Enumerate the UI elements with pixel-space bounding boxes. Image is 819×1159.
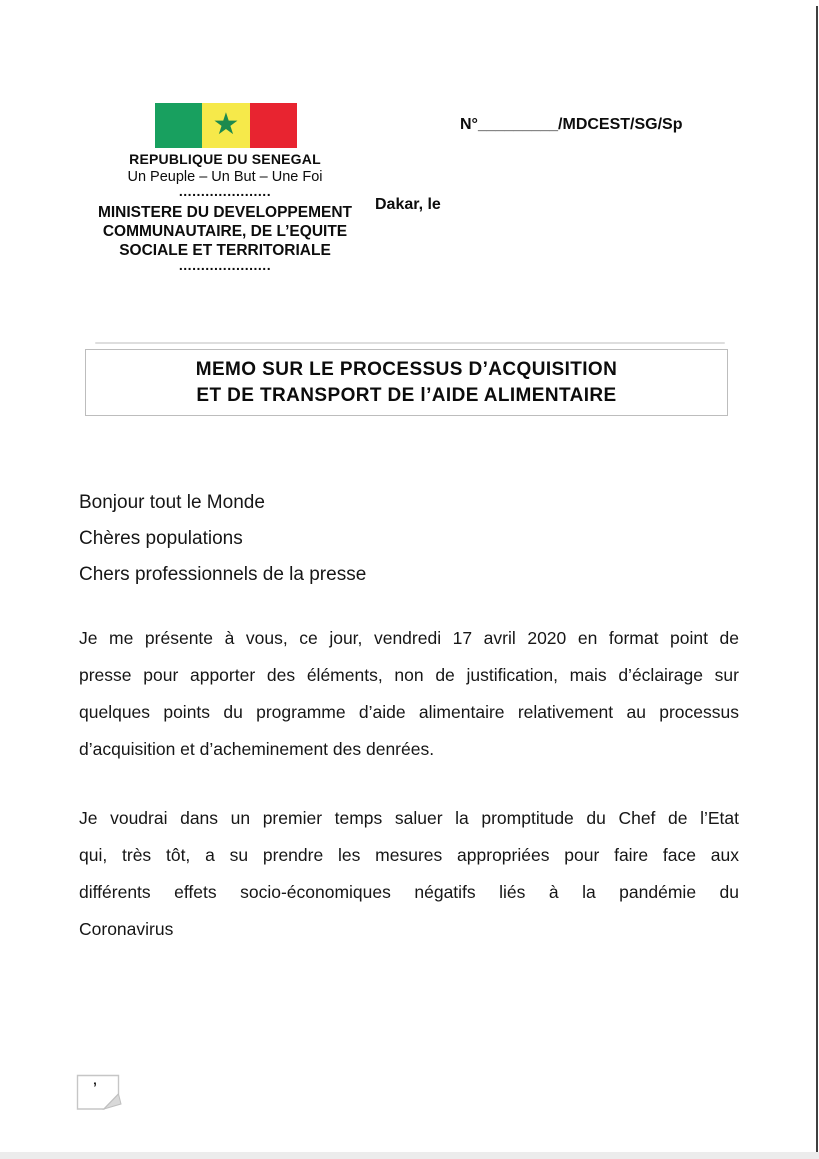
paragraph-line: Je voudrai dans un premier temps saluer la promptitude du Chef de l’Etat	[79, 808, 739, 828]
paragraph-line: presse pour apporter des éléments, non de justification, mais d’éclairage sur	[79, 665, 739, 685]
ministry-name-line3: SOCIALE ET TERRITORIALE	[119, 242, 331, 259]
paragraph-line: qui, très tôt, a su prendre les mesures appropriées pour faire face aux	[79, 845, 739, 865]
paragraph-line: quelques points du programme d’aide alimentaire relativement au processus	[79, 702, 739, 722]
greeting-line: Bonjour tout le Monde	[79, 492, 265, 513]
paragraph-line: Je me présente à vous, ce jour, vendredi 17 avril 2020 en format point de	[79, 628, 739, 648]
scan-bottom-band	[0, 1152, 819, 1159]
flag-yellow-stripe	[202, 103, 249, 148]
flag-red-stripe	[250, 103, 297, 148]
reference-number: N°_________/MDCEST/SG/Sp	[460, 116, 683, 133]
paragraph-line: Coronavirus	[79, 919, 174, 939]
republic-title: REPUBLIQUE DU SENEGAL	[129, 151, 321, 167]
national-motto: Un Peuple – Un But – Une Foi	[127, 169, 323, 185]
greetings-block	[79, 485, 739, 593]
senegal-flag	[155, 103, 297, 148]
ministry-name-line2: COMMUNAUTAIRE, DE L’EQUITE	[102, 223, 348, 240]
paragraph-line: d’acquisition et d’acheminement des denrées.	[79, 739, 435, 759]
greeting-line: Chers professionnels de la presse	[79, 564, 367, 585]
memo-title-box	[85, 349, 728, 416]
dotted-separator-bottom: .....................	[178, 257, 272, 273]
greeting-line: Chères populations	[79, 528, 243, 549]
page-curl-note-icon	[76, 1072, 126, 1116]
memo-title-line2: ET DE TRANSPORT DE l’AIDE ALIMENTAIRE	[196, 384, 617, 406]
scan-edge-line	[816, 6, 818, 1154]
note-mark-glyph: ’	[93, 1079, 97, 1095]
scan-smudge-artifact	[95, 342, 725, 344]
ministry-name-line1: MINISTERE DU DEVELOPPEMENT	[97, 204, 353, 221]
place-date-line: Dakar, le	[375, 196, 441, 213]
body-paragraph-2	[79, 800, 739, 948]
memo-title-line1: MEMO SUR LE PROCESSUS D’ACQUISITION	[195, 358, 618, 380]
body-paragraph-1	[79, 620, 739, 768]
dotted-separator-top: .....................	[178, 183, 272, 199]
ministry-name	[60, 203, 390, 260]
paragraph-line: différents effets socio-économiques négatifs liés à la pandémie du	[79, 882, 739, 902]
flag-green-stripe	[155, 103, 202, 148]
flag-star-icon: ★	[212, 107, 240, 141]
